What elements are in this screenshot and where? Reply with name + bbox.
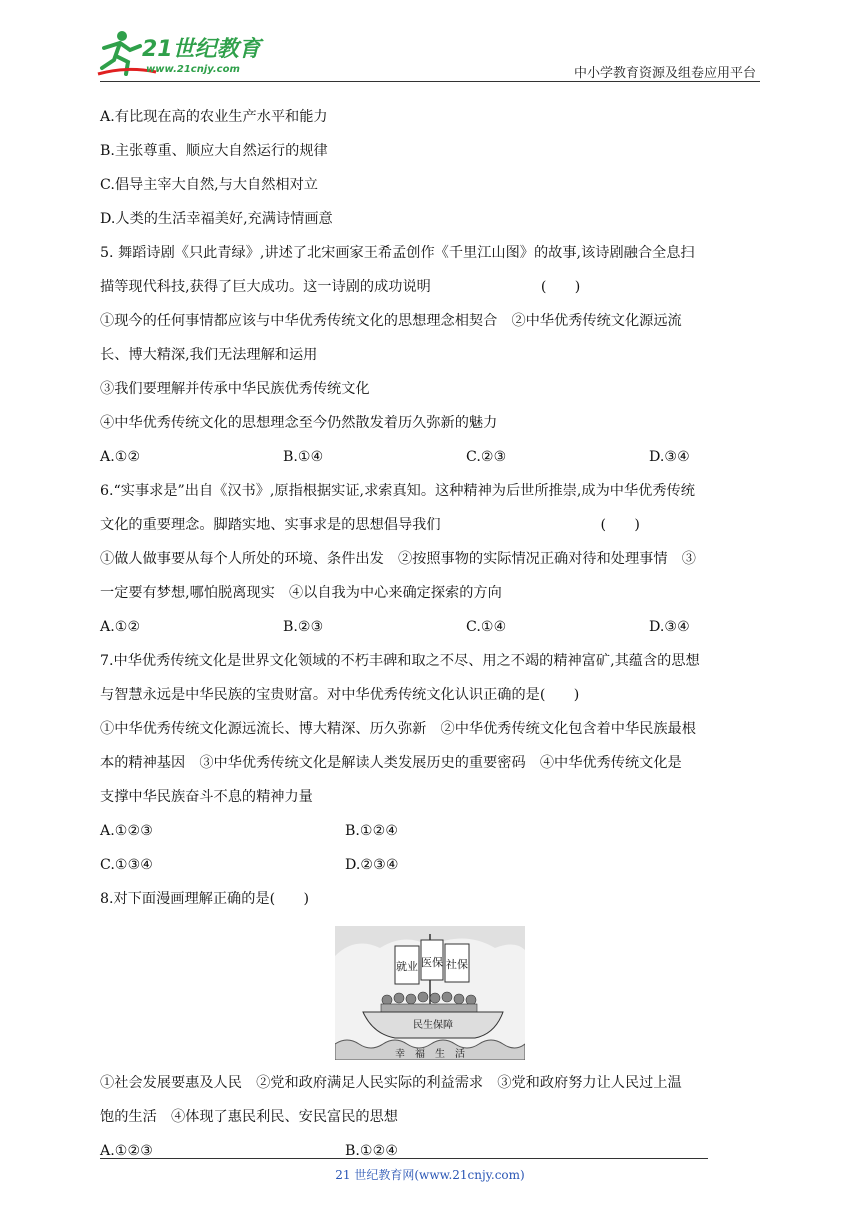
q4-option-b: B.主张尊重、顺应大自然运行的规律 [100,143,328,159]
comic-sail-label-2: 医保 [421,956,443,969]
q8-stem: 8.对下面漫画理解正确的是( ) [100,891,310,907]
q7-options-row1 [100,814,764,848]
q7-statement-1-end: 支撑中华民族奋斗不息的精神力量 [100,789,313,805]
page-header [0,0,860,82]
q7-statement-1: ①中华优秀传统文化源远流长、博大精深、历久弥新 ②中华优秀传统文化包含着中华民族最根 [100,721,696,737]
q6-option-c: C.①④ [466,619,507,635]
q7-stem-line1: 7.中华优秀传统文化是世界文化领域的不朽丰碑和取之不尽、用之不竭的精神富矿,其蕴含的思想 [100,653,700,669]
q5-statement-1-cont: 长、博大精深,我们无法理解和运用 [100,347,318,363]
header-divider [100,81,760,82]
q7-stem-line2: 与智慧永远是中华民族的宝贵财富。对中华优秀传统文化认识正确的是( ) [100,687,580,703]
q5-stem-text: 描等现代科技,获得了巨大成功。这一诗剧的成功说明 [100,279,431,295]
q4-option-a: A.有比现在高的农业生产水平和能力 [100,109,328,125]
q5-stem-line1: 5. 舞蹈诗剧《只此青绿》,讲述了北宋画家王希孟创作《千里江山图》的故事,该诗剧融合全息扫 [100,245,695,261]
q5-option-b: B.①④ [283,449,324,465]
q5-option-c: C.②③ [466,449,507,465]
q5-statement-3: ③我们要理解并传承中华民族优秀传统文化 [100,381,370,397]
q6-statement-1-cont: 一定要有梦想,哪怕脱离现实 ④以自我为中心来确定探索的方向 [100,585,502,601]
q8-option-b: B.①②④ [345,1143,399,1159]
q6-stem-line1: 6.“实事求是”出自《汉书》,原指根据实证,求索真知。这种精神为后世所推崇,成为中华优秀传统 [100,483,695,499]
q5-answer-paren: ( ) [540,279,581,295]
q6-answer-paren: ( ) [600,517,640,533]
q5-option-a: A.①② [100,449,141,465]
q6-stem-line2 [100,508,764,542]
comic-waves-label: 幸 福 生 活 [395,1049,465,1060]
q8-option-a: A.①②③ [100,1143,153,1159]
q5-options [100,440,764,474]
comic-hull-label: 民生保障 [413,1020,453,1031]
q6-statement-1: ①做人做事要从每个人所处的环境、条件出发 ②按照事物的实际情况正确对待和处理事情 ③ [100,551,696,567]
q6-options [100,610,764,644]
q8-options-row1 [100,1134,764,1168]
footer-divider [100,1158,708,1159]
q8-statement-1-cont: 饱的生活 ④体现了惠民利民、安民富民的思想 [100,1109,398,1125]
q4-option-c: C.倡导主宰大自然,与大自然相对立 [100,177,318,193]
q5-statement-4: ④中华优秀传统文化的思想理念至今仍然散发着历久弥新的魅力 [100,415,498,431]
comic-sail-label-1: 就业 [396,960,418,973]
logo-text: 21世纪教育 [142,37,261,62]
question-content [100,100,764,1168]
q7-option-d: D.②③④ [345,857,399,873]
q7-option-b: B.①②④ [345,823,399,839]
q5-statement-1: ①现今的任何事情都应该与中华优秀传统文化的思想理念相契合 ②中华优秀传统文化源远流 [100,313,682,329]
q4-option-d: D.人类的生活幸福美好,充满诗情画意 [100,211,333,227]
q5-option-d: D.③④ [649,449,690,465]
q5-stem-line2 [100,270,764,304]
q7-statement-1-cont: 本的精神基因 ③中华优秀传统文化是解读人类发展历史的重要密码 ④中华优秀传统文化是 [100,755,682,771]
q6-stem-text: 文化的重要理念。脚踏实地、实事求是的思想倡导我们 [100,517,441,533]
comic-sail-label-3: 社保 [446,958,468,971]
q7-options-row2 [100,848,764,882]
comic-boat-image [335,926,525,1060]
q7-option-a: A.①②③ [100,823,153,839]
q7-option-c: C.①③④ [100,857,154,873]
q6-option-d: D.③④ [649,619,690,635]
logo-url: www.21cnjy.com [146,64,240,75]
q6-option-a: A.①② [100,619,141,635]
q6-option-b: B.②③ [283,619,324,635]
platform-name: 中小学教育资源及组卷应用平台 [573,66,756,81]
logo-21cnjy [96,26,266,82]
footer-text: 21 世纪教育网(www.21cnjy.com) [335,1168,525,1182]
q8-statement-1: ①社会发展要惠及人民 ②党和政府满足人民实际的利益需求 ③党和政府努力让人民过上温 [100,1075,682,1091]
